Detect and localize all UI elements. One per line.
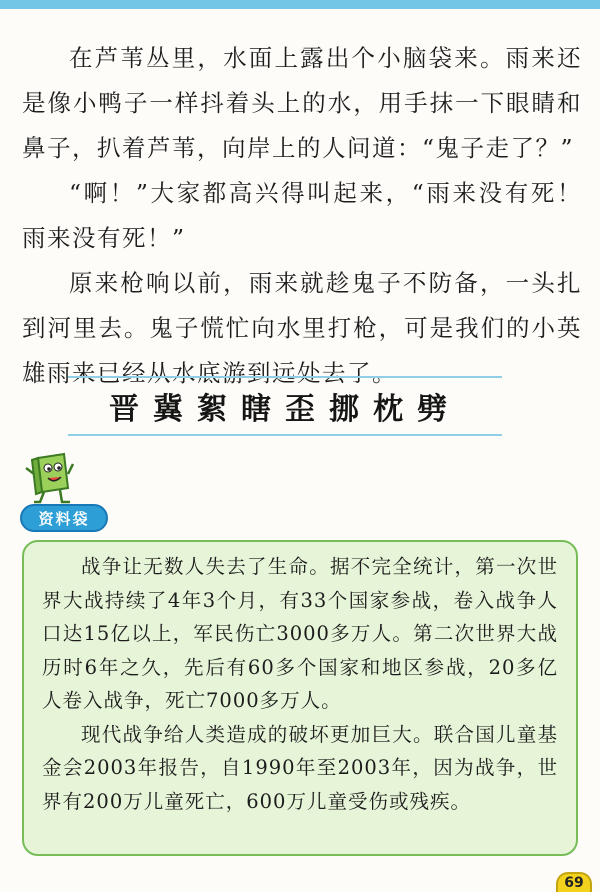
story-paragraph: 原来枪响以前，雨来就趁鬼子不防备，一头扎到河里去。鬼子慌忙向水里打枪，可是我们的小英雄雨来已经从水底游到远处去了。	[22, 269, 582, 387]
page-number: 69	[564, 875, 584, 891]
new-characters-box	[68, 376, 502, 436]
story-text	[22, 36, 582, 396]
book-mascot-icon	[24, 452, 74, 504]
story-paragraph: “啊！”大家都高兴得叫起来，“雨来没有死！雨来没有死！”	[22, 179, 582, 252]
info-badge-label: 资料袋	[38, 509, 90, 528]
info-badge	[20, 504, 108, 532]
new-characters: 晋冀絮瞎歪挪枕劈	[109, 392, 461, 427]
story-paragraph: 在芦苇丛里，水面上露出个小脑袋来。雨来还是像小鸭子一样抖着头上的水，用手抹一下眼睛和鼻子，扒着芦苇，向岸上的人问道：“鬼子走了？”	[22, 44, 582, 162]
top-color-band	[0, 0, 600, 9]
info-box	[22, 540, 578, 856]
page-number-badge	[556, 872, 592, 892]
info-paragraph: 现代战争给人类造成的破坏更加巨大。联合国儿童基金会2003年报告，自1990年至2003年，因为战争，世界有200万儿童死亡，600万儿童受伤或残疾。	[42, 722, 558, 813]
info-paragraph: 战争让无数人失去了生命。据不完全统计，第一次世界大战持续了4年3个月，有33个国家参战，卷入战争人口达15亿以上，军民伤亡3000多万人。第二次世界大战历时6年之久，先后有60多个国家和地区参战，20多亿人卷入战争，死亡7000多万人。	[42, 555, 558, 712]
